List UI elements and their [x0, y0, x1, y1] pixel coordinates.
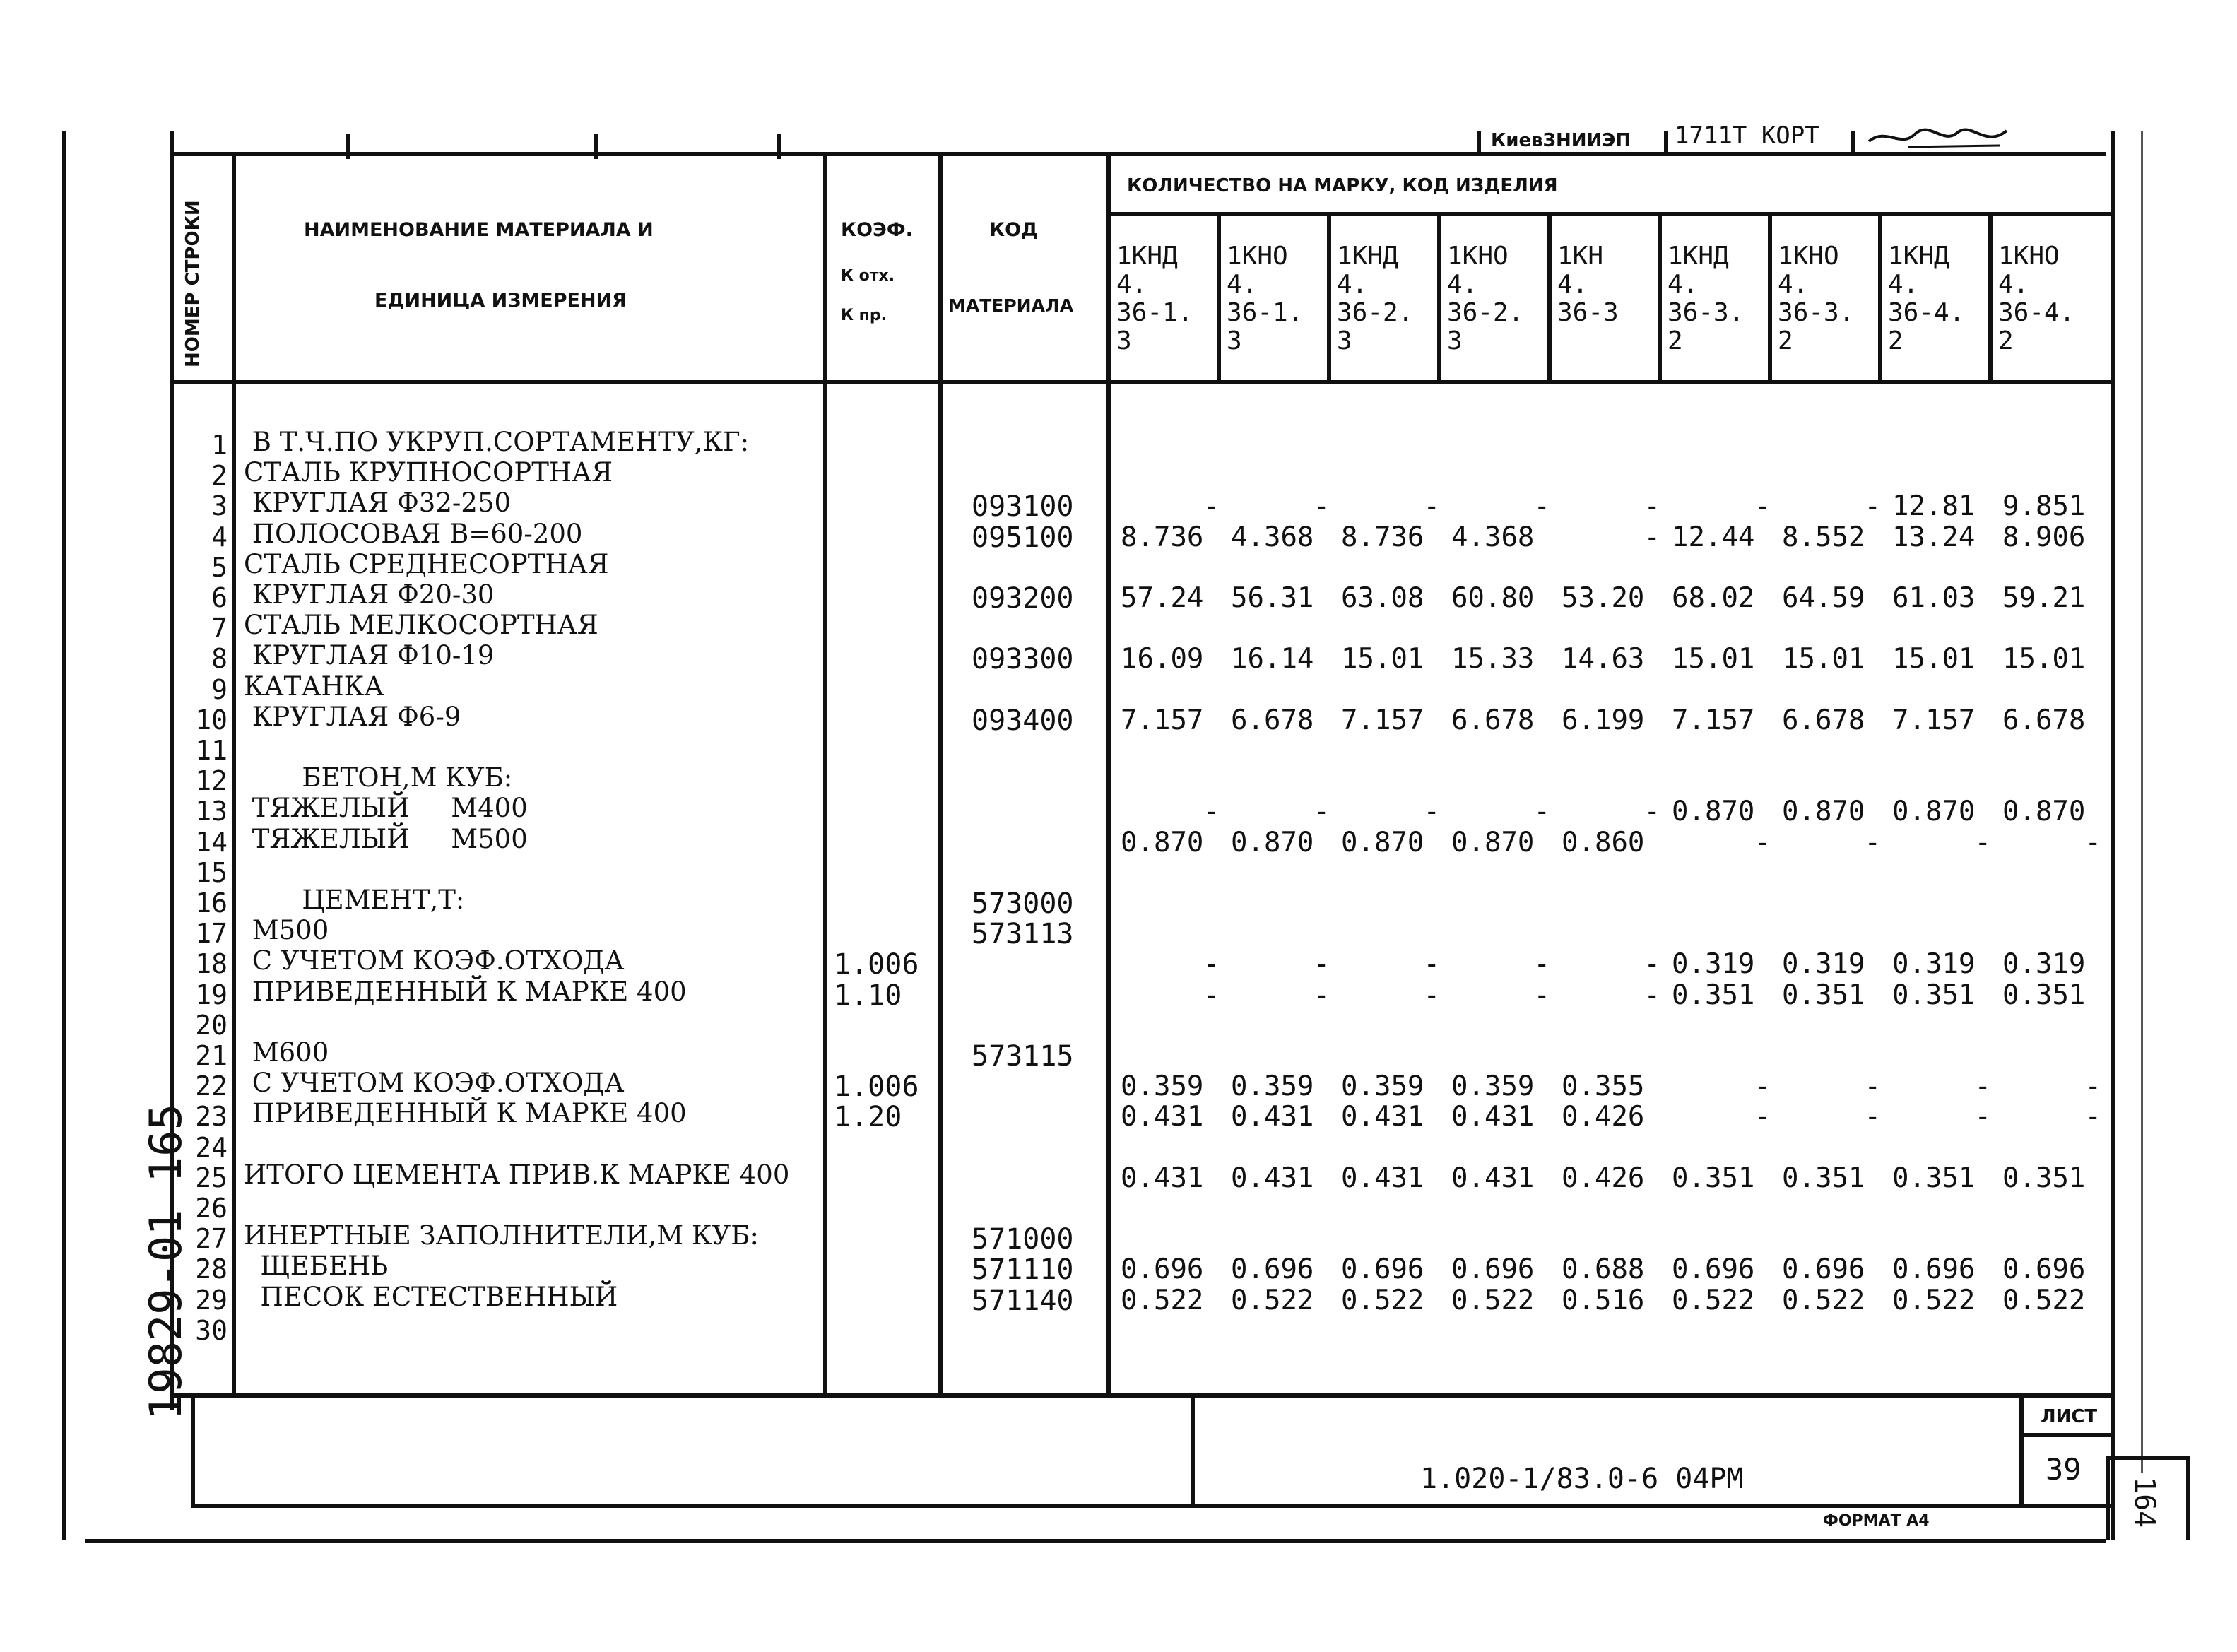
material-name: КРУГЛАЯ Ф20-30: [244, 579, 495, 610]
material-code: 571140: [972, 1284, 1074, 1317]
mark-header-line: 4.: [1998, 270, 2029, 299]
row-number: 15: [195, 856, 228, 888]
row-number: 25: [195, 1162, 228, 1193]
material-name: ЩЕБЕНЬ: [244, 1251, 389, 1282]
quantity-cell: -: [1313, 948, 1330, 981]
material-code: 571110: [972, 1253, 1074, 1287]
mark-header-line: 1КНО: [1227, 242, 1288, 271]
material-name: ИНЕРТНЫЕ ЗАПОЛНИТЕЛИ,М КУБ:: [244, 1220, 759, 1251]
quantity-cell: 0.696: [1231, 1253, 1314, 1286]
coefficient: 1.006: [834, 948, 919, 981]
quantity-cell: 68.02: [1672, 582, 1755, 614]
quantity-cell: -: [1203, 796, 1220, 828]
mark-header-line: 3: [1227, 326, 1242, 355]
quantity-cell: -: [1643, 521, 1660, 553]
quantity-cell: 0.516: [1562, 1284, 1645, 1316]
material-code: 573000: [972, 887, 1074, 920]
quantity-cell: 0.431: [1121, 1162, 1204, 1194]
mark-header-line: 36-3.: [1778, 298, 1855, 327]
stamp-org: КиевЗНИИЭП: [1491, 130, 1631, 151]
header-material-name-1: НАИМЕНОВАНИЕ МАТЕРИАЛА И: [304, 219, 654, 241]
row-number: 13: [195, 796, 228, 827]
col-divider-name: [823, 152, 827, 1396]
quantity-cell: 0.870: [1672, 796, 1755, 828]
mark-header-line: 36-2.: [1447, 298, 1524, 327]
quantity-cell: 0.696: [2002, 1253, 2086, 1286]
material-name: ПЕСОК ЕСТЕСТВЕННЫЙ: [244, 1281, 618, 1312]
mark-header-line: 1КНО: [1447, 242, 1509, 271]
quantity-cell: 15.01: [1892, 643, 1976, 675]
col-divider-rownum: [232, 152, 236, 1396]
quantity-cell: 0.351: [1782, 1162, 1865, 1194]
quantity-cell: 8.906: [2002, 521, 2086, 553]
quantity-cell: -: [1864, 1101, 1881, 1133]
quantity-cell: 6.678: [2002, 704, 2086, 736]
row-number: 12: [195, 765, 228, 797]
mark-header-line: 36-2.: [1337, 298, 1414, 327]
quantity-cell: 9.851: [2002, 490, 2086, 523]
quantity-cell: 0.696: [1782, 1253, 1865, 1286]
quantity-cell: 0.426: [1562, 1162, 1645, 1194]
material-name: СТАЛЬ КРУПНОСОРТНАЯ: [244, 457, 613, 488]
header-code-1: КОД: [989, 219, 1039, 241]
quantity-cell: -: [1643, 490, 1660, 523]
material-name: ИТОГО ЦЕМЕНТА ПРИВ.К МАРКЕ 400: [244, 1159, 790, 1190]
row-number: 4: [211, 521, 228, 553]
mark-header-line: 2: [1998, 326, 2014, 355]
mark-header-line: 1КН: [1557, 242, 1604, 271]
quantity-cell: 63.08: [1341, 582, 1424, 614]
quantity-cell: 0.359: [1121, 1070, 1204, 1103]
quantity-cell: 15.01: [2002, 643, 2086, 675]
col-divider-mark: [1658, 212, 1662, 382]
quantity-cell: 16.09: [1121, 643, 1204, 675]
quantity-cell: 0.431: [1231, 1101, 1314, 1133]
row-number: 27: [195, 1223, 228, 1255]
quantity-cell: -: [1643, 948, 1660, 981]
quantity-cell: 0.522: [1121, 1284, 1204, 1316]
mark-header-line: 2: [1668, 326, 1683, 355]
quantity-cell: -: [1643, 979, 1660, 1011]
quantity-cell: -: [1754, 1101, 1771, 1133]
quantity-cell: -: [1423, 796, 1440, 828]
format-label: ФОРМАТ А4: [1823, 1512, 1930, 1530]
quantity-cell: 0.522: [1672, 1284, 1755, 1316]
quantity-cell: 0.870: [1231, 826, 1314, 859]
quantity-cell: 15.01: [1341, 643, 1424, 675]
quantity-cell: 0.351: [2002, 1162, 2086, 1194]
quantity-cell: -: [1423, 948, 1440, 981]
mark-header-line: 3: [1447, 326, 1463, 355]
quantity-cell: 16.14: [1231, 643, 1314, 675]
quantity-cell: 0.870: [1341, 826, 1424, 859]
quantity-cell: 13.24: [1892, 521, 1976, 553]
coefficient: 1.20: [834, 1101, 902, 1134]
mark-header-line: 4.: [1337, 270, 1368, 299]
quantity-cell: -: [1313, 490, 1330, 523]
quantity-cell: 0.696: [1451, 1253, 1535, 1286]
quantity-cell: 0.522: [1231, 1284, 1314, 1316]
title-block-bottom: [191, 1504, 2114, 1508]
material-code: 093100: [972, 490, 1074, 524]
quantity-cell: -: [1754, 826, 1771, 859]
row-number: 16: [195, 887, 228, 919]
quantity-cell: 4.368: [1451, 521, 1535, 553]
mark-header-line: 36-1.: [1116, 298, 1193, 327]
material-name: КРУГЛАЯ Ф6-9: [244, 701, 461, 732]
quantity-cell: 0.522: [1341, 1284, 1424, 1316]
quantity-cell: 0.870: [1451, 826, 1535, 859]
header-coef-1: КОЭФ.: [841, 219, 913, 241]
row-number: 20: [195, 1009, 228, 1041]
quantity-cell: 0.351: [1672, 979, 1755, 1011]
outer-left-border: [62, 131, 66, 1540]
quantity-cell: 0.431: [1451, 1101, 1535, 1133]
quantity-cell: -: [1754, 1070, 1771, 1103]
mark-header-line: 1КНД: [1888, 242, 1949, 271]
quantity-cell: 0.522: [2002, 1284, 2086, 1316]
quantity-cell: -: [1974, 826, 1991, 859]
quantity-cell: -: [2084, 1070, 2101, 1103]
material-code: 093400: [972, 704, 1074, 737]
quantity-cell: 7.157: [1892, 704, 1976, 736]
material-name: ПРИВЕДЕННЫЙ К МАРКЕ 400: [244, 976, 687, 1007]
quantity-cell: 0.351: [1892, 1162, 1976, 1194]
quantity-cell: 0.319: [1672, 948, 1755, 981]
material-name: КРУГЛАЯ Ф10-19: [244, 640, 495, 671]
quantity-cell: 15.01: [1672, 643, 1755, 675]
quantity-cell: 0.426: [1562, 1101, 1645, 1133]
mark-header-line: 36-4.: [1888, 298, 1965, 327]
material-name: С УЧЕТОМ КОЭФ.ОТХОДА: [244, 945, 625, 977]
quantity-cell: 0.359: [1231, 1070, 1314, 1103]
row-number: 29: [195, 1284, 228, 1316]
quantity-cell: -: [1423, 490, 1440, 523]
quantity-cell: 0.870: [1121, 826, 1204, 859]
sheet-number: 39: [2046, 1452, 2082, 1487]
quantity-cell: -: [1533, 796, 1550, 828]
mark-header-line: 1КНД: [1116, 242, 1178, 271]
row-number: 10: [195, 704, 228, 736]
top-stamp-line: [170, 152, 2106, 156]
quantity-cell: -: [1203, 979, 1220, 1011]
row-number: 8: [211, 643, 228, 675]
quantity-cell: 0.522: [1451, 1284, 1535, 1316]
mark-header-line: 1КНД: [1668, 242, 1729, 271]
header-material-name-2: ЕДИНИЦА ИЗМЕРЕНИЯ: [374, 290, 627, 312]
quantity-cell: 0.319: [2002, 948, 2086, 981]
quantity-cell: 64.59: [1782, 582, 1865, 614]
quantity-cell: 6.678: [1231, 704, 1314, 736]
material-name: М600: [244, 1037, 329, 1068]
quantity-cell: -: [1864, 826, 1881, 859]
row-number: 26: [195, 1193, 228, 1224]
quantity-header-line: [1106, 212, 2114, 216]
col-divider-mark: [1437, 212, 1441, 382]
quantity-cell: 0.431: [1341, 1162, 1424, 1194]
margin-note: 19829-01 165: [140, 1104, 191, 1420]
quantity-cell: 0.359: [1341, 1070, 1424, 1103]
margin-line: [2141, 131, 2143, 1473]
quantity-cell: 8.736: [1121, 521, 1204, 553]
row-number: 23: [195, 1101, 228, 1133]
quantity-cell: -: [1533, 490, 1550, 523]
col-divider-mark: [1217, 212, 1221, 382]
header-coef-2: К отх.: [841, 267, 895, 285]
quantity-cell: -: [1643, 796, 1660, 828]
quantity-cell: 57.24: [1121, 582, 1204, 614]
quantity-cell: 0.688: [1562, 1253, 1645, 1286]
quantity-cell: 0.696: [1892, 1253, 1976, 1286]
quantity-cell: 0.351: [1892, 979, 1976, 1011]
material-code: 093200: [972, 582, 1074, 615]
quantity-cell: 7.157: [1672, 704, 1755, 736]
coefficient: 1.006: [834, 1070, 919, 1104]
quantity-cell: 0.351: [2002, 979, 2086, 1011]
material-code: 573115: [972, 1040, 1074, 1073]
side-box-top: [2106, 1456, 2190, 1460]
material-code: 093300: [972, 643, 1074, 676]
quantity-cell: 59.21: [2002, 582, 2086, 614]
row-number: 3: [211, 490, 228, 522]
quantity-cell: 0.431: [1121, 1101, 1204, 1133]
col-divider-mark: [1878, 212, 1882, 382]
quantity-cell: 0.319: [1892, 948, 1976, 981]
tick: [594, 134, 598, 159]
material-name: БЕТОН,М КУБ:: [244, 762, 513, 793]
quantity-cell: -: [1864, 490, 1881, 523]
sheet-label: ЛИСТ: [2041, 1406, 2098, 1427]
quantity-cell: 12.81: [1892, 490, 1976, 523]
quantity-cell: 7.157: [1341, 704, 1424, 736]
row-number: 9: [211, 673, 228, 705]
signature-icon: [1865, 120, 2021, 155]
header-row-number: НОМЕР СТРОКИ: [182, 200, 203, 367]
material-name: ТЯЖЕЛЫЙ М400: [244, 793, 528, 824]
quantity-cell: 12.44: [1672, 521, 1755, 553]
quantity-cell: 61.03: [1892, 582, 1976, 614]
quantity-cell: 4.368: [1231, 521, 1314, 553]
tick: [1477, 131, 1481, 155]
quantity-cell: 0.351: [1672, 1162, 1755, 1194]
material-name: С УЧЕТОМ КОЭФ.ОТХОДА: [244, 1068, 625, 1099]
quantity-cell: 53.20: [1562, 582, 1645, 614]
quantity-cell: 15.33: [1451, 643, 1535, 675]
mark-header-line: 4.: [1778, 270, 1809, 299]
tick: [777, 134, 781, 159]
title-block-divider: [1191, 1393, 1195, 1506]
mark-header-line: 1КНО: [1998, 242, 2060, 271]
row-number: 19: [195, 979, 228, 1010]
sheet-box-left: [2019, 1393, 2024, 1506]
quantity-cell: 8.552: [1782, 521, 1865, 553]
material-code: 095100: [972, 521, 1074, 554]
quantity-cell: 0.696: [1341, 1253, 1424, 1286]
mark-header-line: 4.: [1447, 270, 1478, 299]
quantity-cell: 0.351: [1782, 979, 1865, 1011]
material-name: СТАЛЬ МЕЛКОСОРТНАЯ: [244, 610, 598, 641]
sheet-box-divider: [2019, 1433, 2114, 1437]
quantity-cell: 0.522: [1892, 1284, 1976, 1316]
mark-header-line: 36-4.: [1998, 298, 2075, 327]
mark-header-line: 4.: [1116, 270, 1147, 299]
quantity-cell: 6.678: [1782, 704, 1865, 736]
header-quantity: КОЛИЧЕСТВО НА МАРКУ, КОД ИЗДЕЛИЯ: [1127, 175, 1558, 196]
col-divider-mark: [1327, 212, 1331, 382]
col-divider-mark: [1768, 212, 1772, 382]
row-number: 30: [195, 1314, 228, 1346]
row-number: 24: [195, 1131, 228, 1163]
quantity-cell: 7.157: [1121, 704, 1204, 736]
material-code: 573113: [972, 918, 1074, 951]
row-number: 5: [211, 551, 228, 583]
row-number: 22: [195, 1070, 228, 1102]
quantity-cell: 8.736: [1341, 521, 1424, 553]
row-number: 7: [211, 613, 228, 644]
material-name: ПРИВЕДЕННЫЙ К МАРКЕ 400: [244, 1098, 687, 1129]
material-name: КАТАНКА: [244, 671, 384, 702]
body-bottom-line: [170, 1393, 2114, 1398]
mark-header-line: 36-3.: [1668, 298, 1745, 327]
quantity-cell: -: [1313, 979, 1330, 1011]
row-number: 11: [195, 735, 228, 766]
quantity-cell: -: [1203, 490, 1220, 523]
col-divider-code: [1106, 152, 1111, 1396]
quantity-cell: 0.319: [1782, 948, 1865, 981]
quantity-cell: 0.870: [2002, 796, 2086, 828]
col-divider-mark: [1988, 212, 1993, 382]
header-coef-3: К пр.: [841, 307, 887, 324]
mark-header-line: 36-3: [1557, 298, 1619, 327]
side-box-right: [2186, 1456, 2190, 1540]
quantity-cell: -: [1864, 1070, 1881, 1103]
row-number: 18: [195, 948, 228, 980]
quantity-cell: 0.431: [1451, 1162, 1535, 1194]
quantity-cell: 0.359: [1451, 1070, 1535, 1103]
row-number: 6: [211, 582, 228, 613]
quantity-cell: -: [1533, 979, 1550, 1011]
col-divider-mark: [1547, 212, 1552, 382]
quantity-cell: 6.678: [1451, 704, 1535, 736]
material-name: ПОЛОСОВАЯ В=60-200: [244, 518, 583, 549]
tick: [346, 134, 350, 159]
quantity-cell: 0.431: [1231, 1162, 1314, 1194]
mark-header-line: 3: [1116, 326, 1132, 355]
quantity-cell: 60.80: [1451, 582, 1535, 614]
col-divider-coef: [938, 152, 943, 1396]
quantity-cell: -: [2084, 826, 2101, 859]
quantity-cell: 0.696: [1121, 1253, 1204, 1286]
mark-header-line: 1КНД: [1337, 242, 1398, 271]
quantity-cell: 14.63: [1562, 643, 1645, 675]
row-number: 2: [211, 460, 228, 492]
table-right-border: [2111, 131, 2115, 1540]
mark-header-line: 2: [1888, 326, 1903, 355]
material-name: ТЯЖЕЛЫЙ М500: [244, 823, 528, 854]
quantity-cell: 0.870: [1892, 796, 1976, 828]
quantity-cell: -: [1313, 796, 1330, 828]
coefficient: 1.10: [834, 979, 902, 1012]
quantity-cell: 56.31: [1231, 582, 1314, 614]
quantity-cell: -: [1974, 1101, 1991, 1133]
row-number: 21: [195, 1040, 228, 1071]
quantity-cell: -: [1974, 1070, 1991, 1103]
material-name: В Т.Ч.ПО УКРУП.СОРТАМЕНТУ,КГ:: [244, 427, 750, 457]
material-name: КРУГЛАЯ Ф32-250: [244, 488, 511, 519]
quantity-cell: 0.696: [1672, 1253, 1755, 1286]
mark-header-line: 1КНО: [1778, 242, 1839, 271]
quantity-cell: -: [1423, 979, 1440, 1011]
quantity-cell: 15.01: [1782, 643, 1865, 675]
stamp-code: 1711Т КОРТ: [1675, 122, 1819, 150]
mark-header-line: 4.: [1557, 270, 1588, 299]
mark-header-line: 4.: [1888, 270, 1919, 299]
mark-header-line: 3: [1337, 326, 1352, 355]
material-code: 571000: [972, 1223, 1074, 1256]
quantity-cell: 6.199: [1562, 704, 1645, 736]
quantity-cell: 0.431: [1341, 1101, 1424, 1133]
quantity-cell: -: [2084, 1101, 2101, 1133]
row-number: 17: [195, 918, 228, 950]
mark-header-line: 36-1.: [1227, 298, 1304, 327]
mark-header-line: 2: [1778, 326, 1793, 355]
side-number: 164: [2128, 1477, 2161, 1528]
header-bottom-line: [170, 380, 2114, 384]
material-name: СТАЛЬ СРЕДНЕСОРТНАЯ: [244, 548, 609, 579]
material-name: М500: [244, 915, 329, 946]
mark-header-line: 4.: [1668, 270, 1699, 299]
quantity-cell: 0.860: [1562, 826, 1645, 859]
quantity-cell: -: [1754, 490, 1771, 523]
row-number: 1: [211, 430, 228, 461]
mark-header-line: 4.: [1227, 270, 1258, 299]
tick: [1851, 131, 1855, 155]
quantity-cell: 0.355: [1562, 1070, 1645, 1103]
doc-code: 1.020-1/83.0-6 04РМ: [1420, 1463, 1744, 1495]
tick: [1664, 131, 1668, 155]
side-box-left: [2106, 1456, 2110, 1540]
header-code-2: МАТЕРИАЛА: [948, 295, 1074, 316]
quantity-cell: -: [1533, 948, 1550, 981]
row-number: 28: [195, 1253, 228, 1285]
quantity-cell: 0.870: [1782, 796, 1865, 828]
quantity-cell: 0.522: [1782, 1284, 1865, 1316]
row-number: 14: [195, 826, 228, 858]
quantity-cell: -: [1203, 948, 1220, 981]
outer-bottom-border: [85, 1539, 2106, 1543]
material-name: ЦЕМЕНТ,Т:: [244, 885, 465, 915]
